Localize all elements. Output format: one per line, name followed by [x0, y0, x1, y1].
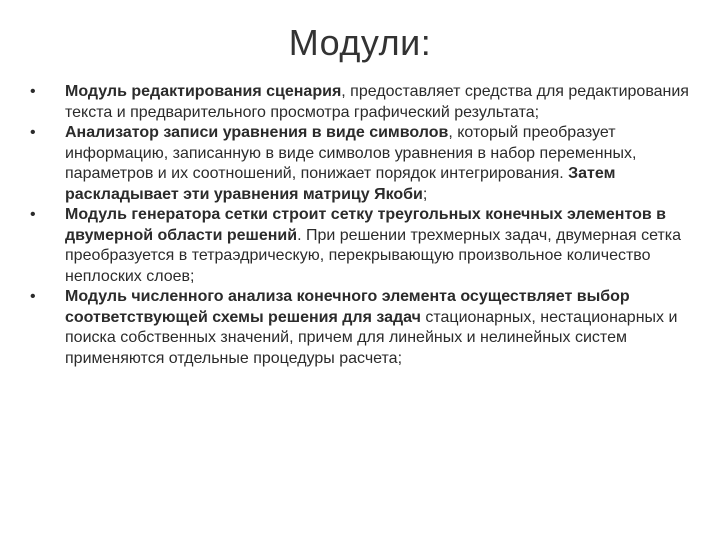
bullet-marker: • [30, 124, 36, 141]
bullet-marker: • [30, 206, 36, 223]
bullet-bold-text-2: Затем раскладывает эти уравнения матрицу Якоби [65, 165, 616, 203]
bullet-item-analyzer [30, 123, 698, 205]
bullet-text-2: ; [422, 185, 428, 203]
bullet-item-editor [30, 82, 698, 123]
bullet-item-numerical-analysis [30, 287, 698, 369]
bullet-bold-text: Модуль численного анализа конечного элемента осуществляет выбор соответствующей схемы решения для задач [65, 288, 630, 326]
bullet-item-mesh-generator [30, 205, 698, 287]
bullet-bold-text: Анализатор записи уравнения в виде символов [65, 124, 449, 141]
bullet-text: стационарных, нестационарных и поиска собственных значений, причем для линейных и нелинейных систем применяются отдельные процедуры расчета; [65, 308, 678, 367]
slide-title: Модули: [288, 22, 432, 63]
bullet-text: , который преобразует информацию, записанную в виде символов уравнения в набор переменных, параметров и их соотношений, понижает порядок интегрирования. [65, 124, 637, 182]
bullet-list [30, 82, 698, 369]
bullet-marker: • [30, 288, 36, 305]
bullet-bold-text: Модуль редактирования сценария [65, 83, 342, 100]
bullet-text: . При решении трехмерных задач, двумерная сетка преобразуется в тетраэдрическую, перекрывающую произвольное количество неплоских слоев; [65, 226, 682, 285]
bullet-text: , предоставляет средства для редактирования текста и предварительного просмотра графический результата; [65, 83, 689, 121]
bullet-bold-text: Модуль генератора сетки строит сетку треугольных конечных элементов в двумерной области решений [65, 206, 666, 244]
bullet-marker: • [30, 83, 36, 100]
